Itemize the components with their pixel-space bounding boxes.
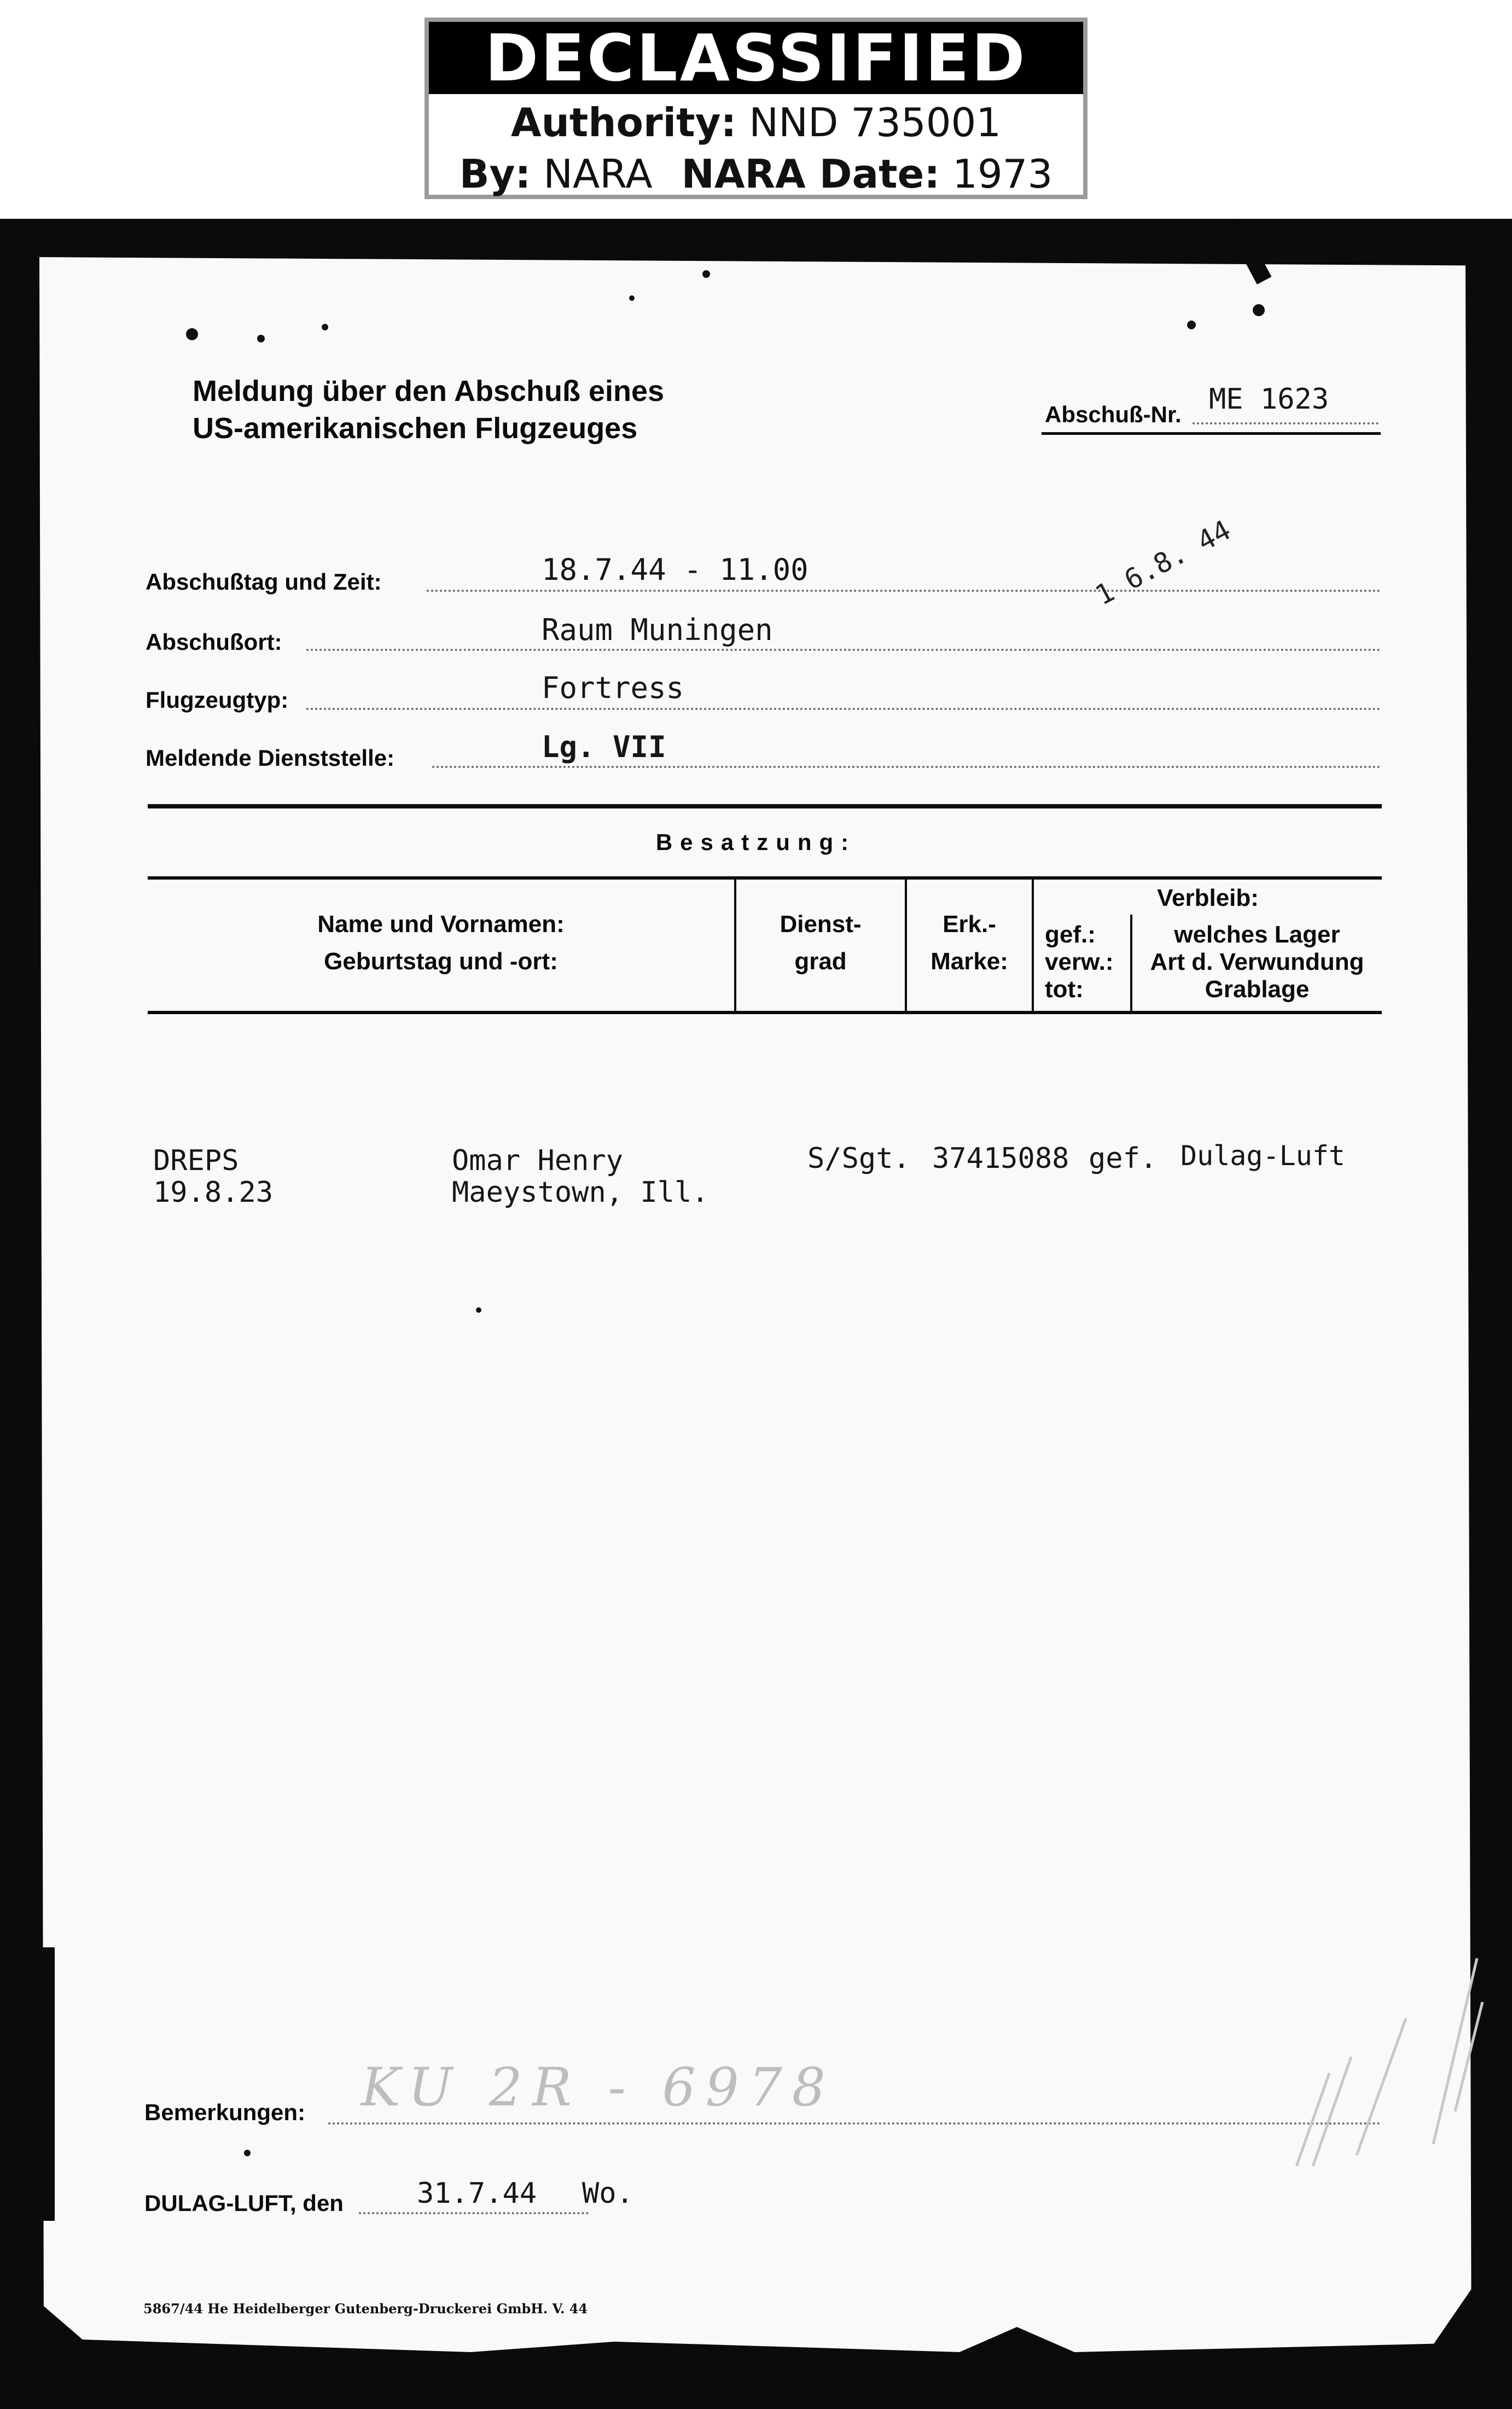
col-header-verbleib: Verbleib: — [1157, 885, 1259, 911]
table-top-rule — [148, 876, 1382, 880]
crew-table-header — [148, 876, 1382, 1014]
field-label-aircraft-type: Flugzeugtyp: — [146, 687, 289, 713]
declassified-stamp — [424, 18, 1088, 199]
stamp-by-label: By: — [459, 151, 531, 197]
field-label-location: Abschußort: — [146, 629, 282, 655]
field-dotted-line — [432, 766, 1381, 768]
col-header-where-line1: welches Lager — [1174, 921, 1340, 948]
field-value-date-time: 18.7.44 - 11.00 — [542, 552, 809, 587]
form-title-line1: Meldung über den Abschuß eines — [193, 375, 665, 408]
stamp-date-label: NARA Date: — [681, 151, 940, 197]
stamp-authority-label: Authority: — [510, 100, 737, 146]
place-date-label: DULAG-LUFT, den — [144, 2190, 344, 2216]
form-title-line2: US-amerikanischen Flugzeuges — [193, 412, 638, 445]
initials: Wo. — [582, 2177, 633, 2210]
stamp-title: DECLASSIFIED — [429, 22, 1083, 94]
speck — [322, 324, 328, 330]
col-header-rank — [736, 910, 905, 976]
col-header-status-line3: tot: — [1045, 976, 1084, 1003]
field-label-reporting-unit: Meldende Dienststelle: — [146, 745, 395, 771]
place-date-value: 31.7.44 — [417, 2177, 537, 2210]
abschuss-nr-underline — [1042, 432, 1381, 435]
col-header-status-line2: verw.: — [1045, 949, 1114, 975]
field-dotted-line — [306, 708, 1381, 710]
table-bottom-rule — [148, 1011, 1382, 1014]
col-header-status — [1034, 921, 1130, 1003]
field-value-location: Raum Muningen — [542, 613, 773, 647]
crew-surname: DREPS — [153, 1144, 239, 1177]
speck — [1253, 304, 1265, 316]
speck — [476, 1307, 481, 1313]
crew-location: Dulag-Luft — [1180, 1140, 1346, 1172]
crew-birthdate: 19.8.23 — [153, 1176, 274, 1209]
received-date-stamp: 1 6.8. 44 — [1090, 514, 1236, 612]
field-dotted-line — [427, 590, 1381, 592]
crew-serial: 37415088 — [932, 1142, 1069, 1175]
speck — [244, 2150, 251, 2156]
col-header-rank-line1: Dienst- — [780, 911, 862, 938]
field-label-date-time: Abschußtag und Zeit: — [146, 569, 382, 595]
col-header-name-line1: Name und Vornamen: — [317, 911, 565, 938]
stamp-by-value: NARA — [543, 151, 653, 197]
col-header-status-line1: gef.: — [1045, 921, 1096, 948]
abschuss-nr-dotted-line — [1193, 422, 1379, 424]
field-value-reporting-unit: Lg. VII — [542, 730, 666, 764]
speck — [702, 270, 710, 278]
remarks-dotted-line — [328, 2122, 1381, 2125]
crew-given-names: Omar Henry — [452, 1144, 624, 1177]
crew-birthplace: Maeystown, Ill. — [452, 1176, 709, 1209]
remarks-label: Bemerkungen: — [144, 2099, 306, 2125]
crew-status: gef. — [1089, 1142, 1158, 1175]
speck — [257, 335, 265, 342]
stamp-authority-line — [429, 100, 1083, 146]
col-header-where-line2: Art d. Verwundung — [1150, 949, 1364, 975]
stamp-by-line — [429, 151, 1083, 197]
abschuss-nr-label: Abschuß-Nr. — [1045, 401, 1182, 427]
remarks-value: KU 2R - 6978 — [361, 2057, 835, 2118]
col-header-rank-line2: grad — [794, 948, 847, 975]
crew-heading: Besatzung: — [655, 829, 857, 855]
date-dotted-line — [359, 2212, 589, 2214]
col-header-where — [1132, 921, 1382, 1003]
section-rule — [148, 804, 1382, 808]
crew-rank: S/Sgt. — [807, 1142, 910, 1175]
col-header-tag-line1: Erk.- — [943, 911, 996, 938]
speck — [629, 295, 635, 301]
scan-artifact — [22, 1947, 55, 2221]
col-header-name — [148, 910, 734, 976]
speck — [186, 328, 198, 340]
stamp-date-value: 1973 — [952, 151, 1053, 197]
col-header-where-line3: Grablage — [1205, 976, 1310, 1003]
col-header-name-line2: Geburtstag und -ort: — [324, 948, 558, 975]
col-header-tag-line2: Marke: — [931, 948, 1008, 975]
speck — [1187, 321, 1196, 329]
field-dotted-line — [306, 649, 1381, 651]
field-value-aircraft-type: Fortress — [542, 671, 684, 705]
pencil-marks — [1291, 1936, 1488, 2177]
col-header-tag — [907, 910, 1032, 976]
printer-footer: 5867/44 He Heidelberger Gutenberg-Druckerei GmbH. V. 44 — [143, 2301, 588, 2317]
stamp-authority-value: NND 735001 — [749, 100, 1002, 146]
abschuss-nr-value: ME 1623 — [1209, 383, 1329, 416]
